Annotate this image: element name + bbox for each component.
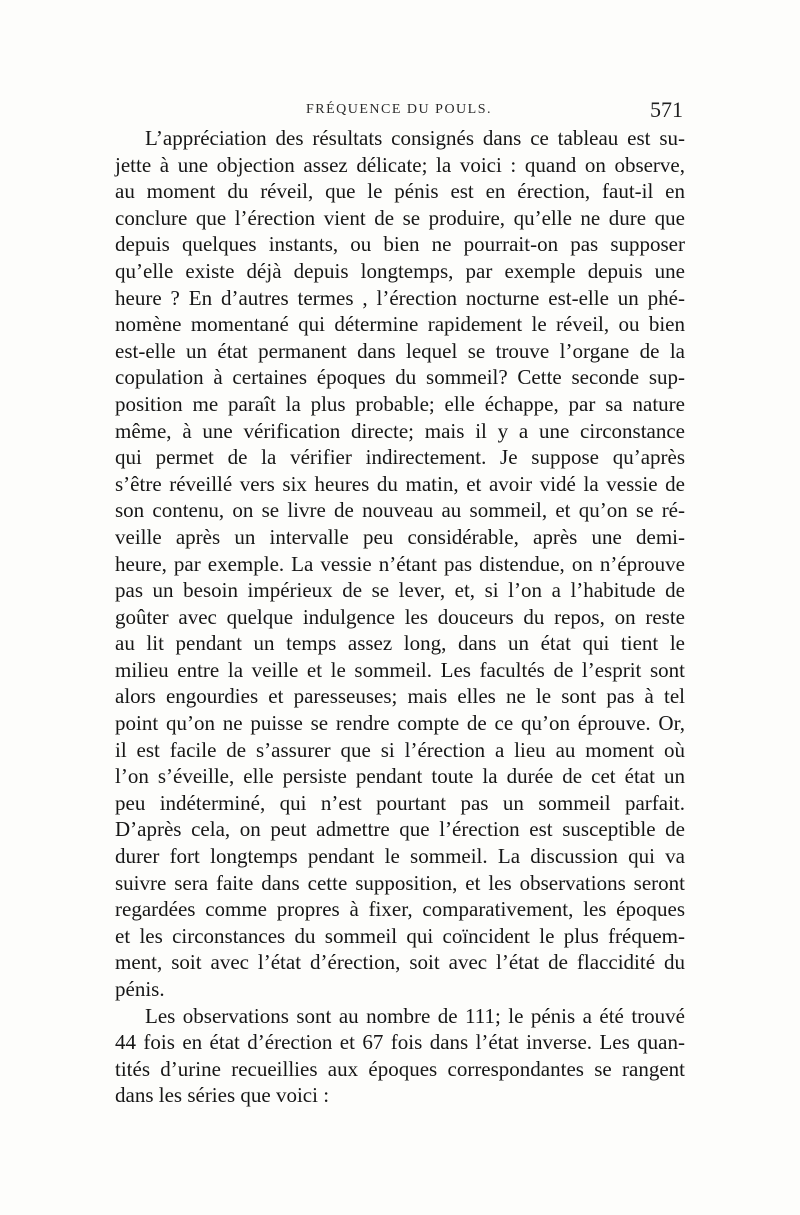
text-line: est-elle un état permanent dans lequel se trouve l’organe de la [115,338,685,363]
text-line: goûter avec quelque indulgence les douceurs du repos, on reste [115,604,685,629]
text-line: point qu’on ne puisse se rendre compte de ce qu’on éprouve. Or, [115,711,685,736]
text-line: il est facile de s’assurer que si l’érection a lieu au moment où [115,737,685,762]
text-line: au moment du réveil, que le pénis est en érection, faut-il en [115,179,685,204]
text-line: même, à une vérification directe; mais il y a une circonstance [115,418,685,443]
paragraph-1 [115,125,685,1003]
running-title: FRÉQUENCE DU POULS. [305,102,492,117]
text-line: nomène momentané qui détermine rapidement le réveil, ou bien [115,312,685,337]
text-line: conclure que l’érection vient de se produire, qu’elle ne dure que [115,205,685,230]
text-line: veille après un intervalle peu considérable, après une demi- [115,524,685,549]
text-line: qu’elle existe déjà depuis longtemps, par exemple depuis une [115,258,685,283]
text-line: regardées comme propres à fixer, comparativement, les époques [115,897,685,922]
text-line: heure, par exemple. La vessie n’étant pas distendue, on n’éprouve [115,551,685,576]
text-line: dans les séries que voici : [115,1083,330,1108]
text-line: qui permet de la vérifier indirectement. Je suppose qu’après [115,445,685,470]
body-text [115,125,685,1109]
text-line: L’appréciation des résultats consignés dans ce tableau est su- [145,126,685,150]
text-line: pas un besoin impérieux de se lever, et, si l’on a l’habitude de [115,578,685,603]
running-head [115,97,683,128]
text-line: l’on s’éveille, elle persiste pendant toute la durée de cet état un [115,764,685,789]
text-line: ment, soit avec l’état d’érection, soit avec l’état de flaccidité du [115,950,685,975]
text-line: s’être réveillé vers six heures du matin, et avoir vidé la vessie de [115,471,685,496]
text-line: son contenu, on se livre de nouveau au sommeil, et qu’on se ré- [115,498,685,523]
text-line: au lit pendant un temps assez long, dans un état qui tient le [115,631,685,656]
text-line: copulation à certaines époques du sommeil? Cette seconde sup- [115,365,685,390]
text-line: Les observations sont au nombre de 111; le pénis a été trouvé [145,1003,685,1028]
text-line: 44 fois en état d’érection et 67 fois dans l’état inverse. Les quan- [115,1030,685,1055]
text-line: position me paraît la plus probable; elle échappe, par sa nature [115,391,685,416]
text-line: jette à une objection assez délicate; la voici : quand on observe, [115,152,685,177]
text-line: depuis quelques instants, ou bien ne pourrait-on pas supposer [115,232,685,257]
text-line: milieu entre la veille et le sommeil. Les facultés de l’esprit sont [115,657,685,682]
text-line: suivre sera faite dans cette supposition, et les observations seront [115,870,685,895]
text-line: alors engourdies et paresseuses; mais elles ne le sont pas à tel [115,684,685,709]
text-line: et les circonstances du sommeil qui coïncident le plus fréquem- [115,923,685,948]
text-line: tités d’urine recueillies aux époques correspondantes se rangent [115,1056,685,1081]
page-number: 571 [650,97,683,122]
paragraph-2 [115,1003,685,1109]
text-line: pénis. [115,977,165,1001]
text-line: D’après cela, on peut admettre que l’érection est susceptible de [115,817,685,842]
text-line: peu indéterminé, qui n’est pourtant pas un sommeil parfait. [115,790,685,815]
text-line: durer fort longtemps pendant le sommeil. La discussion qui va [115,844,685,869]
text-line: heure ? En d’autres termes , l’érection nocturne est-elle un phé- [115,285,685,310]
